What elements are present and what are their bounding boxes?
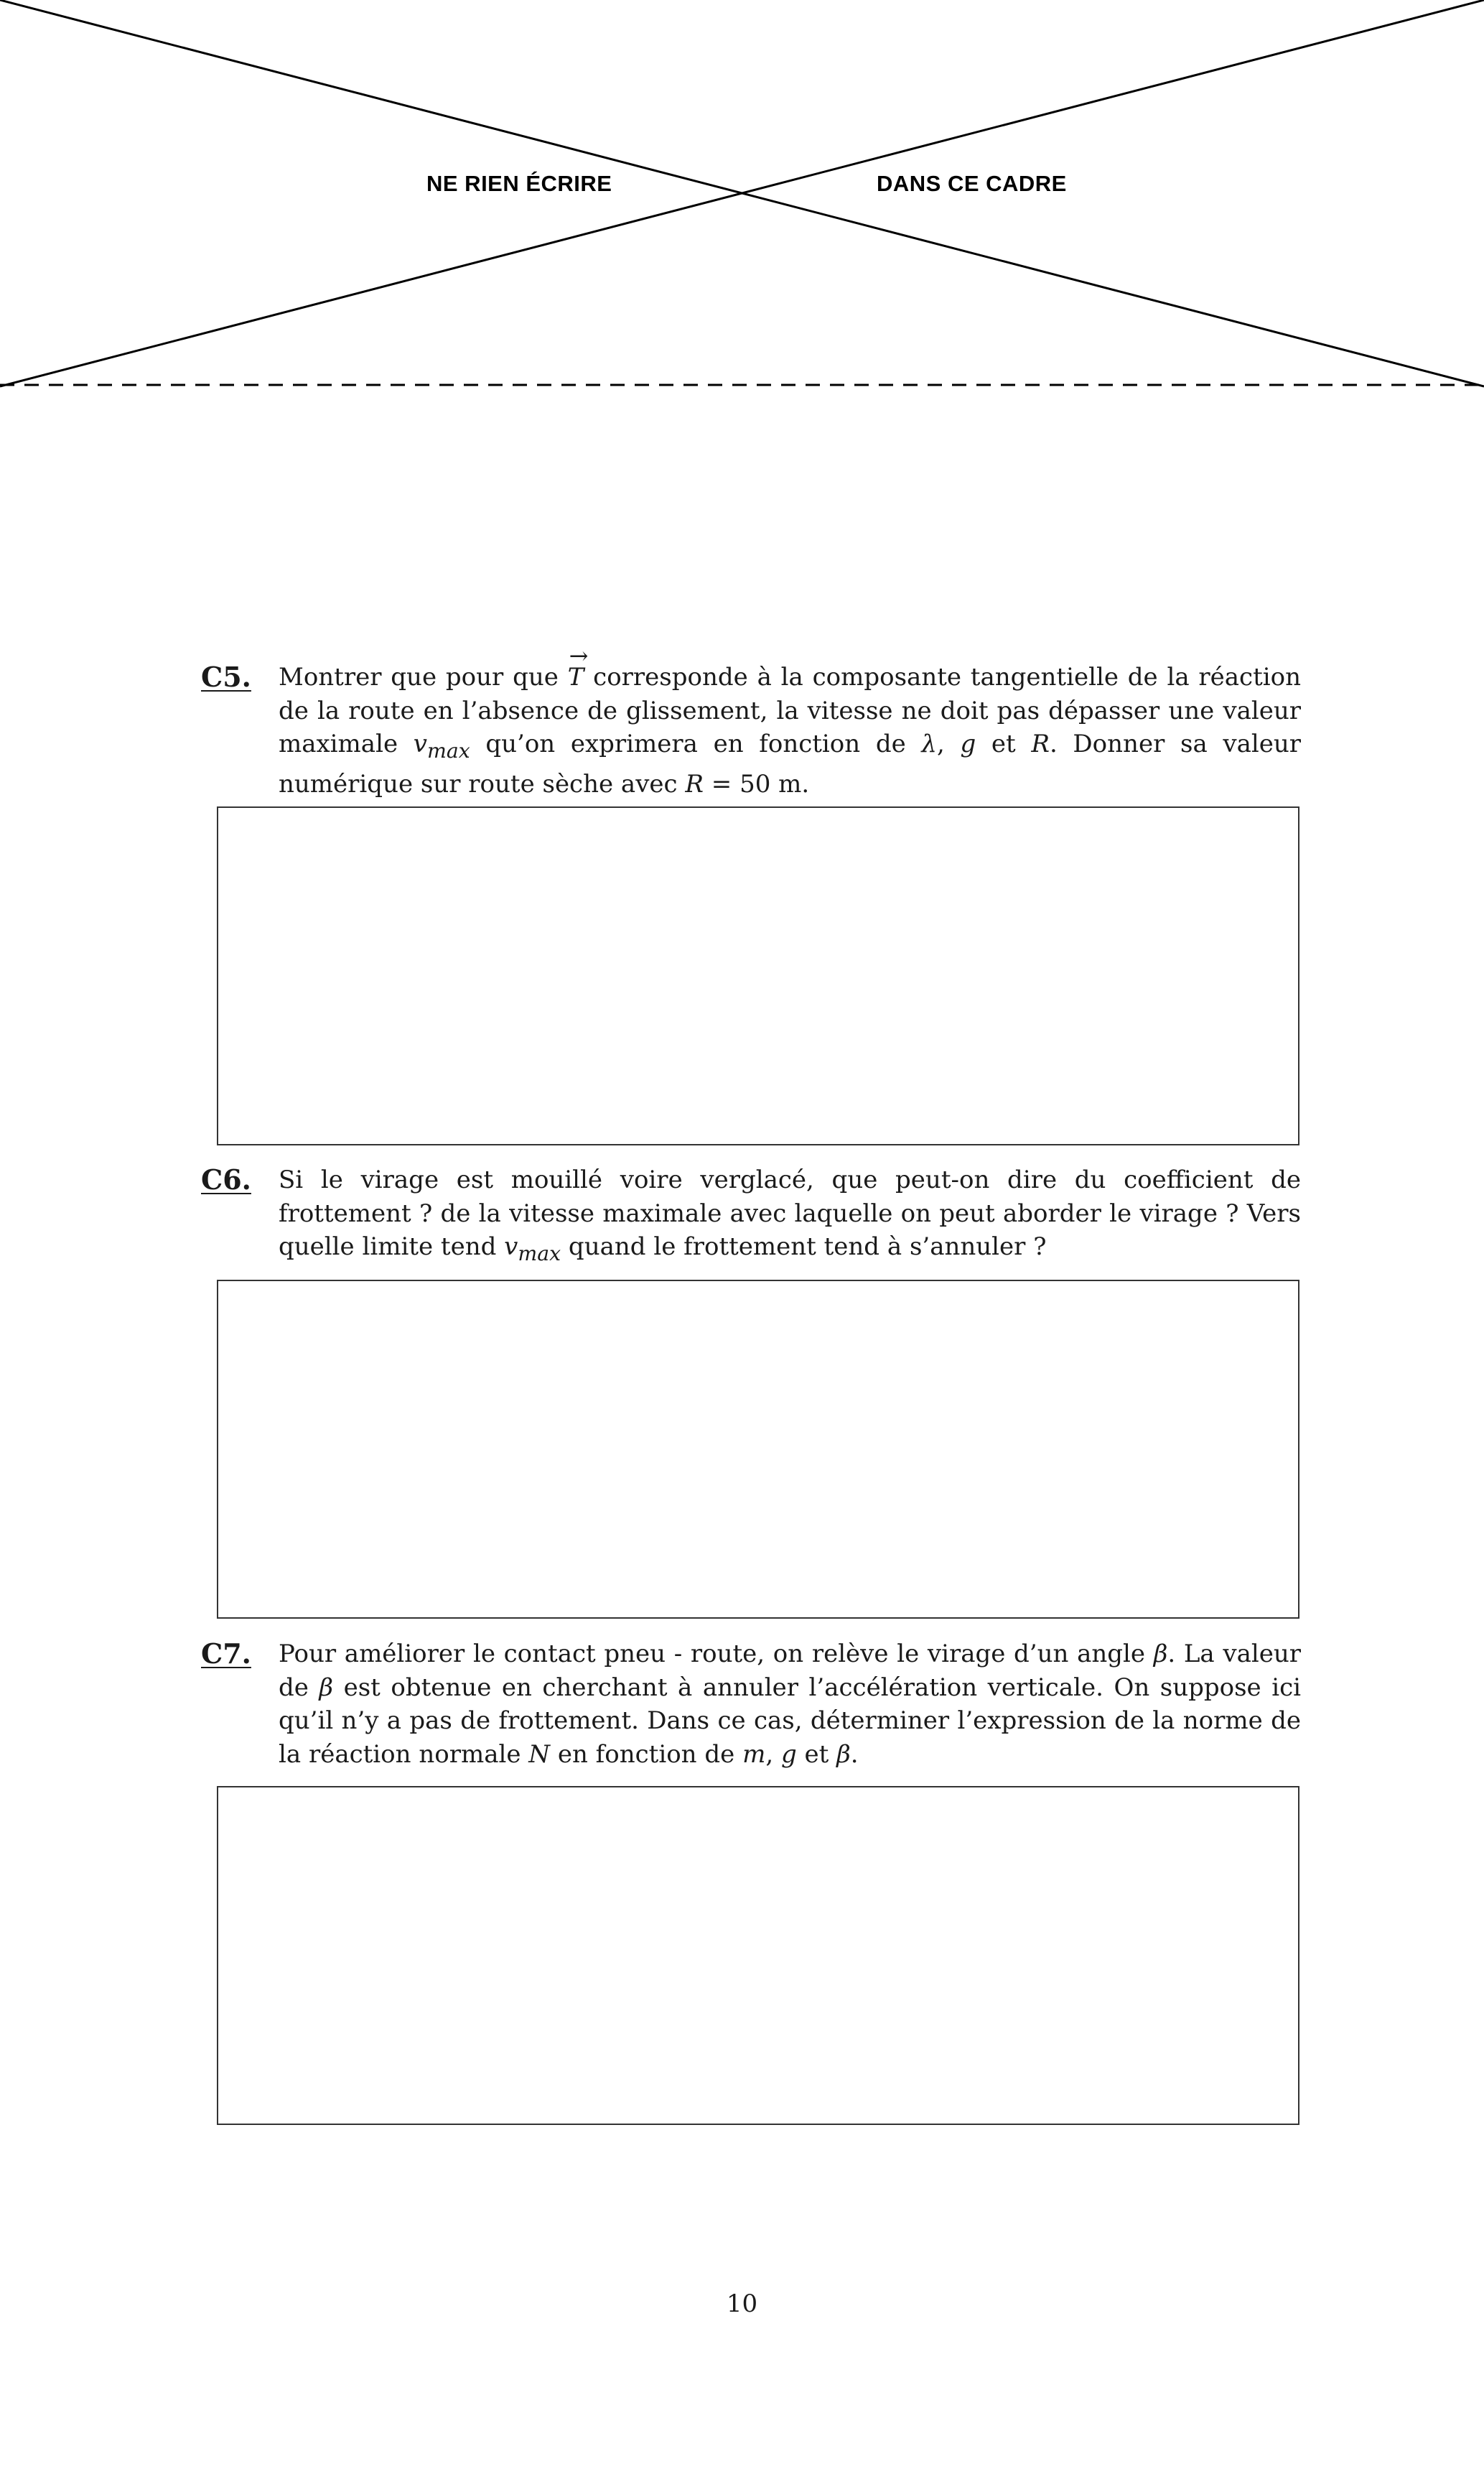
cross-lines: [0, 0, 1484, 388]
question-text: Si le virage est mouillé voire verglacé, que peut-on dire du coefficient de frottement ? de la vitesse maximale avec laquelle on peut aborder le virage ? Vers quelle limite tend $v_{max}$ quand le frottement tend à s’annuler ?: [279, 1166, 1301, 1265]
header-left-label: NE RIEN ÉCRIRE: [422, 171, 616, 197]
question-label: C5.: [201, 661, 251, 693]
header-right-label: DANS CE CADRE: [872, 171, 1071, 197]
question-label: C6.: [201, 1163, 251, 1196]
answer-box-c5[interactable]: [217, 806, 1299, 1145]
answer-box-c6[interactable]: [217, 1280, 1299, 1619]
question-label: C7.: [201, 1637, 251, 1670]
vector-t: → T: [568, 661, 584, 694]
question-text: Pour améliorer le contact pneu - route, on relève le virage d’un angle β. La valeur de β est obtenue en cherchant à annuler l’accélération verticale. On suppose ici qu’il n’y a pas de frottement. Dans ce cas, déterminer l’expression de la norme de la réaction normale N en fonction de m, g et β.: [279, 1640, 1301, 1769]
do-not-write-frame: [0, 0, 1484, 388]
answer-box-c7[interactable]: [217, 1786, 1299, 2125]
page-number: 10: [726, 2289, 758, 2318]
question-text: Montrer que pour que → T corresponde à la composante tangentielle de la réaction de la route en l’absence de glissement, la vitesse ne doit pas dépasser une valeur maximale $v_{max}$ qu’on exprimera en fonction de λ, g et R. Donner sa valeur numérique sur route sèche avec R = 50 m.: [279, 661, 1301, 801]
